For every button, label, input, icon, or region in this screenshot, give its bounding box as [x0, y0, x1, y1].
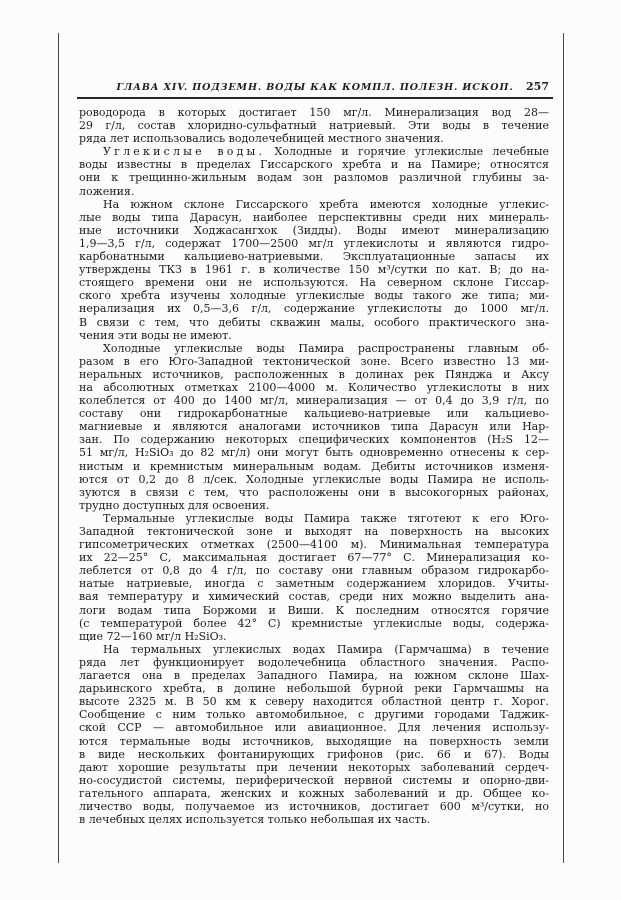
header-rule	[77, 97, 553, 99]
text-line: дарьинского хребта, в долине небольшой бурной реки Гармчашмы на	[79, 682, 549, 696]
text-line: их 22—25° С, максимальная достигает 67—77° С. Минерализация ко-	[79, 551, 549, 565]
text-line: лые воды типа Дарасун, наиболее перспективны среди них минераль-	[79, 210, 549, 224]
text-line: неральных источников, расположенных в долинах рек Пянджа и Аксу	[79, 367, 549, 381]
text-line: ются от 0,2 до 8 л/сек. Холодные углекислые воды Памира не исполь-	[79, 472, 549, 486]
text-line: магниевые и являются аналогами источников типа Дарасун или Нар-	[79, 420, 549, 434]
text-line: 1,9—3,5 г/л, содержат 1700—2500 мг/л углекислоты и являются гидро-	[79, 236, 549, 250]
text-line: нерализация их 0,5—3,6 г/л, содержание углекислоты до 1000 мг/л.	[79, 302, 549, 316]
text-line: воды известны в пределах Гиссарского хребта и на Памире; относятся	[79, 158, 549, 172]
text-line: ложения.	[79, 184, 135, 198]
text-line: Сообщение с ним только автомобильное, с другими городами Таджик-	[79, 708, 549, 722]
text-line: зуются в связи с тем, что расположены они в высокогорных районах,	[79, 485, 549, 499]
scan-edge-left	[58, 33, 59, 863]
text-line: личество воды, получаемое из источников, достигает 600 м³/сутки, но	[79, 799, 549, 813]
text-line: разом в его Юго-Западной тектонической зоне. Всего известно 13 ми-	[79, 354, 549, 368]
chapter-header-text: ГЛАВА XIV. ПОДЗЕМН. ВОДЫ КАК КОМПЛ. ПОЛЕЗН. ИСКОП.	[116, 82, 514, 93]
text-line: ской ССР — автомобильное или авиационное. Для лечения использу-	[79, 721, 549, 735]
text-line: вая температуру и химический состав, среди них можно выделить ана-	[79, 590, 549, 604]
text-line: зан. По содержанию некоторых специфических компонентов (H₂S 12—	[79, 433, 549, 447]
text-line: Углекислые воды. Холодные и горячие углекислые лечебные	[103, 145, 549, 159]
text-line: щие 72—160 мг/л H₂SiO₃.	[79, 629, 227, 643]
text-line: ряда лет функционирует водолечебница областного значения. Распо-	[79, 655, 549, 669]
text-block	[79, 106, 549, 826]
text-line: они к трещинно-жильным водам зон разломов различной глубины за-	[79, 171, 549, 185]
text-line: Термальные углекислые воды Памира также тяготеют к его Юго-	[103, 511, 549, 525]
text-line: гательного аппарата, женских и кожных заболеваний и др. Общее ко-	[79, 786, 549, 800]
text-line: высоте 2325 м. В 50 км к северу находится областной центр г. Хорог.	[79, 695, 549, 709]
text-line: Холодные углекислые воды Памира распространены главным об-	[103, 341, 549, 355]
page-number: 257	[526, 80, 549, 93]
text-line: в лечебных целях используется только небольшая их часть.	[79, 813, 431, 827]
text-line: стоящего времени они не используются. На северном склоне Гиссар-	[79, 276, 549, 290]
text-line: роводорода в которых достигает 150 мг/л. Минерализация вод 28—	[79, 106, 549, 119]
text-line: ные источники Ходжасангхок (Зидды). Воды имеют минерализацию	[79, 223, 549, 237]
text-line: чения эти воды не имеют.	[79, 328, 232, 342]
text-line: в виде нескольких фонтанирующих грифонов (рис. 66 и 67). Воды	[79, 747, 549, 761]
text-line: лагается она в пределах Западного Памира, на южном склоне Шах-	[79, 669, 549, 683]
text-line: Западной тектонической зоне и выходят на поверхность на высоких	[79, 525, 549, 538]
text-line: 51 мг/л, H₂SiO₃ до 82 мг/л) они могут быть одновременно отнесены к сер-	[79, 446, 549, 460]
text-line: ются термальные воды источников, выходящие на поверхность земли	[79, 734, 549, 748]
text-line: трудно доступных для освоения.	[79, 498, 270, 512]
text-line: логи водам типа Боржоми и Виши. К последним относятся горячие	[79, 603, 549, 617]
text-line: составу они гидрокарбонатные кальциево-натриевые или кальциево-	[79, 407, 549, 421]
text-line: карбонатными кальциево-натриевыми. Эксплуатационные запасы их	[79, 250, 549, 264]
text-line: гипсометрических отметках (2500—4100 м). Минимальная температура	[79, 538, 549, 552]
text-line: колеблется от 400 до 1400 мг/л, минерализация — от 0,4 до 3,9 г/л, по	[79, 394, 549, 408]
text-line: на абсолютных отметках 2100—4000 м. Количество углекислоты в них	[79, 380, 549, 394]
text-line: На термальных углекислых водах Памира (Гармчашма) в течение	[103, 642, 549, 656]
text-line: (с температурой более 42° С) кремнистые углекислые воды, содержа-	[79, 616, 549, 630]
text-line: натые натриевые, иногда с заметным содержанием хлоридов. Учиты-	[79, 577, 549, 591]
spaced-run-in-heading: Углекислые воды.	[103, 145, 266, 159]
text-line: ряда лет использовались водолечебницей местного значения.	[79, 132, 444, 146]
scan-edge-right	[563, 33, 564, 863]
text-line: 29 г/л, состав хлоридно-сульфатный натриевый. Эти воды в течение	[79, 119, 549, 133]
text-line: В связи с тем, что дебиты скважин малы, особого практического зна-	[79, 315, 549, 329]
running-header	[77, 82, 553, 93]
text-line: но-сосудистой системы, периферической нервной системы и опорно-дви-	[79, 773, 549, 787]
text-line: нистым и кремнистым минеральным водам. Дебиты источников изменя-	[79, 459, 549, 473]
text-line: ского хребта изучены холодные углекислые воды такого же типа; ми-	[79, 289, 549, 303]
text-line: На южном склоне Гиссарского хребта имеются холодные углекис-	[103, 197, 549, 211]
text-line: леблется от 0,8 до 4 г/л, по составу они главным образом гидрокарбо-	[79, 564, 549, 578]
text-line: дают хорошие результаты при лечении некоторых заболеваний сердеч-	[79, 760, 549, 774]
text-line: утверждены ТКЗ в 1961 г. в количестве 150 м³/сутки по кат. В; до на-	[79, 263, 549, 277]
